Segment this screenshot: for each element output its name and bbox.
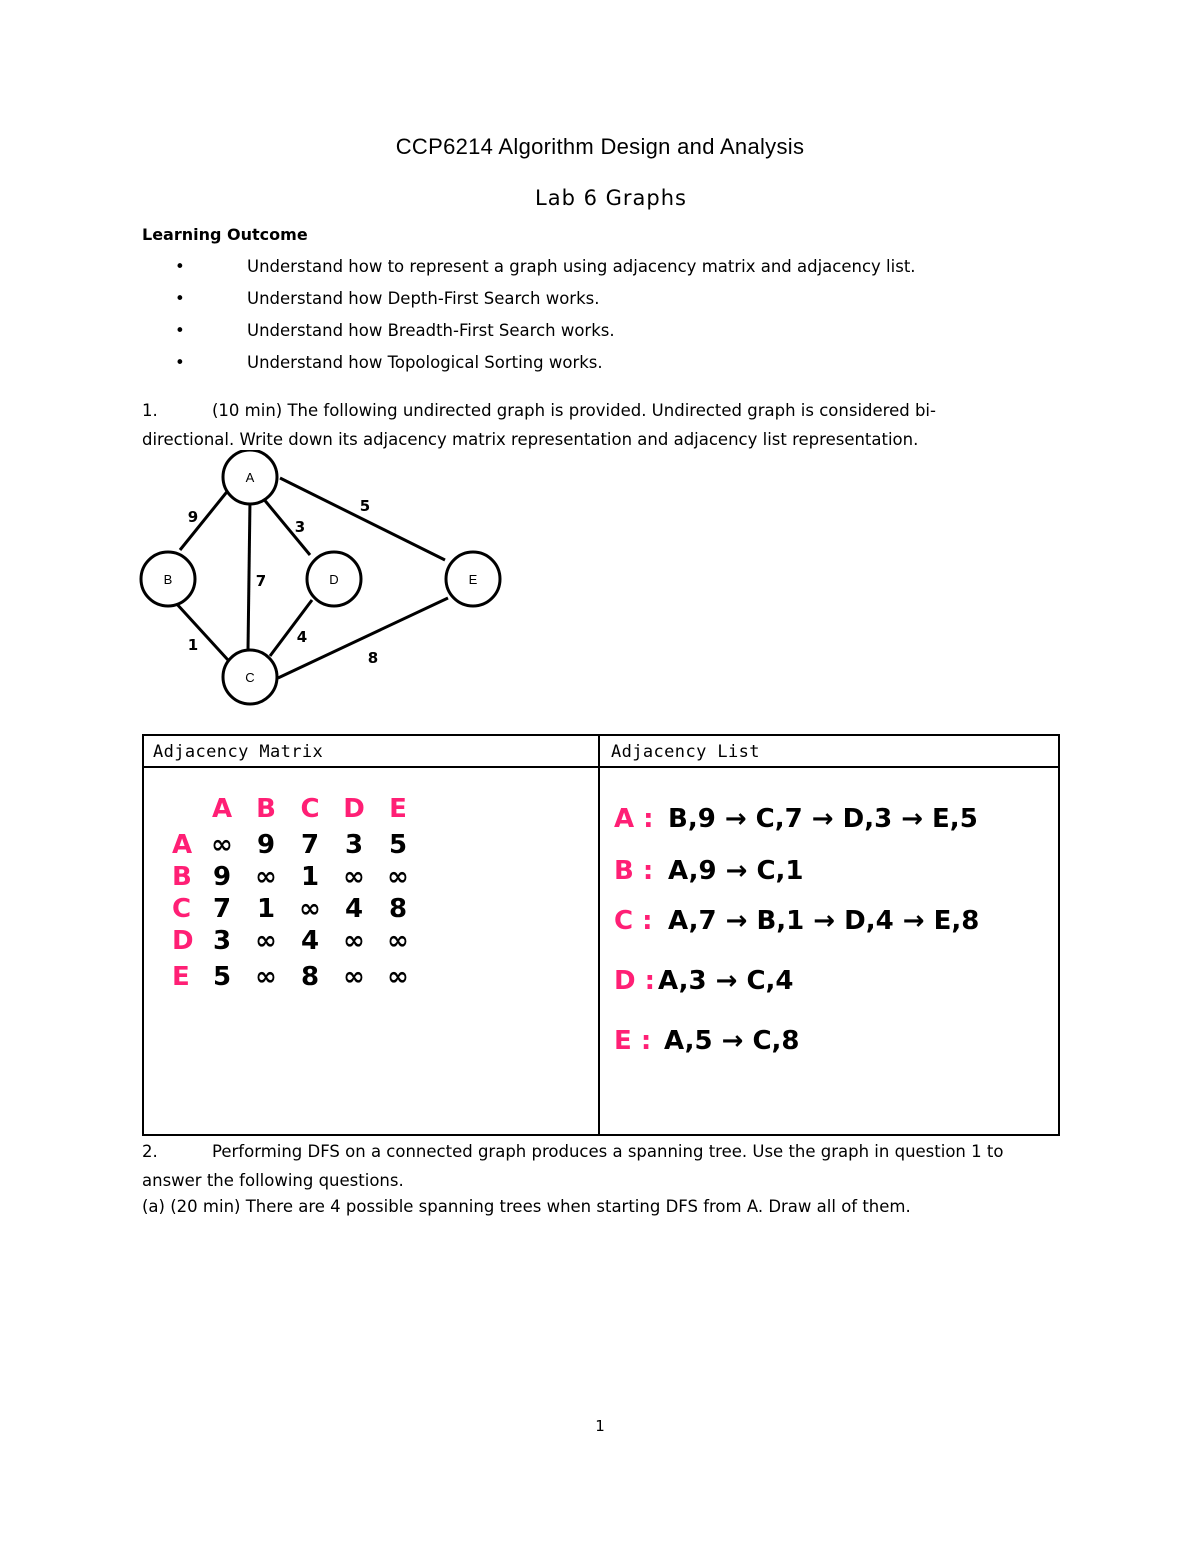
matrix-row-label: B (172, 862, 192, 892)
learning-outcome-text: Understand how to represent a graph using adjacency matrix and adjacency list. (247, 257, 916, 276)
matrix-cell: 7 (212, 894, 232, 924)
matrix-cell: 9 (212, 862, 232, 892)
question-1-number: 1. (142, 401, 158, 420)
lab-title: Lab 6 Graphs (535, 186, 687, 210)
matrix-cell: 9 (256, 830, 276, 860)
matrix-row-label: A (172, 830, 193, 860)
list-item-entries: A,5 → C,8 (664, 1026, 800, 1056)
learning-outcome-text: Understand how Topological Sorting works. (247, 353, 603, 372)
learning-outcome-heading: Learning Outcome (142, 225, 308, 244)
list-item-label: A : (614, 804, 654, 834)
list-item-entries: A,7 → B,1 → D,4 → E,8 (668, 906, 980, 936)
list-item-entries: A,3 → C,4 (658, 966, 794, 996)
question-2a: (a) (20 min) There are 4 possible spanning trees when starting DFS from A. Draw all of them. (142, 1197, 911, 1216)
matrix-col-label: D (343, 794, 365, 824)
question-2-text: Performing DFS on a connected graph produces a spanning tree. Use the graph in question 1 to (212, 1142, 1004, 1161)
node-label: A (245, 470, 255, 485)
matrix-col-label: B (256, 794, 276, 824)
matrix-cell: 5 (388, 830, 408, 860)
question-1-line-1 (142, 396, 1042, 425)
edge-b-c (175, 602, 228, 660)
learning-outcome-text: Understand how Breadth-First Search works. (247, 321, 615, 340)
list-item-label: C : (614, 906, 653, 936)
list-item (614, 858, 979, 908)
matrix-cell: ∞ (343, 926, 365, 956)
matrix-row (172, 960, 420, 1000)
matrix-cell: 8 (388, 894, 408, 924)
list-item (614, 806, 979, 858)
matrix-rows (172, 832, 420, 1000)
matrix-cell: 4 (344, 894, 364, 924)
adjacency-list-header: Adjacency List (611, 742, 760, 762)
matrix-row (172, 928, 420, 960)
list-item-label: D : (614, 966, 656, 996)
edge-weight: 9 (187, 508, 199, 526)
question-2 (142, 1137, 1052, 1195)
matrix-column-labels (200, 796, 420, 822)
edge-weight: 5 (359, 497, 371, 515)
table-column-divider (598, 734, 600, 1136)
question-2-number: 2. (142, 1142, 158, 1161)
matrix-cell: 8 (300, 962, 320, 992)
table-header-divider (142, 766, 1060, 768)
weighted-graph-diagram (130, 450, 510, 710)
list-item (614, 1028, 979, 1078)
matrix-col-label: A (211, 794, 233, 824)
edge-weight: 8 (367, 649, 379, 667)
question-1 (142, 396, 1042, 454)
matrix-cell: ∞ (255, 962, 277, 992)
matrix-cell: ∞ (387, 926, 409, 956)
matrix-cell: 5 (212, 962, 232, 992)
adjacency-matrix-header: Adjacency Matrix (153, 742, 324, 762)
matrix-cell: 3 (344, 830, 364, 860)
matrix-row (172, 896, 420, 928)
matrix-cell: ∞ (255, 926, 277, 956)
matrix-row (172, 832, 420, 864)
adjacency-list (614, 806, 979, 1078)
edge-weight: 1 (187, 636, 199, 654)
matrix-row-label: D (172, 926, 194, 956)
list-item-label: E : (614, 1026, 652, 1056)
node-label: E (468, 572, 478, 587)
matrix-row-label: C (172, 894, 192, 924)
matrix-cell: ∞ (255, 862, 277, 892)
matrix-cell: ∞ (387, 962, 409, 992)
list-item (614, 968, 979, 1028)
learning-outcome-item (142, 288, 916, 320)
learning-outcome-item (142, 256, 916, 288)
matrix-col-label: E (389, 794, 407, 824)
bullet-icon: • (175, 289, 185, 308)
matrix-cell: ∞ (387, 862, 409, 892)
matrix-cell: 1 (300, 862, 320, 892)
bullet-icon: • (175, 353, 185, 372)
learning-outcome-item (142, 320, 916, 352)
node-label: D (329, 572, 339, 587)
matrix-cell: ∞ (343, 862, 365, 892)
matrix-cell: ∞ (211, 830, 233, 860)
edge-a-c (248, 500, 250, 650)
bullet-icon: • (175, 321, 185, 340)
page-number: 1 (595, 1417, 605, 1435)
question-2-line-1 (142, 1137, 1052, 1166)
matrix-row (172, 864, 420, 896)
edge-weight: 3 (294, 518, 306, 536)
learning-outcome-text: Understand how Depth-First Search works. (247, 289, 600, 308)
matrix-cell: ∞ (343, 962, 365, 992)
question-2-line-2: answer the following questions. (142, 1171, 404, 1190)
edge-weight: 7 (255, 572, 267, 590)
matrix-cell: ∞ (299, 894, 321, 924)
matrix-cell: 3 (212, 926, 232, 956)
matrix-cell: 4 (300, 926, 320, 956)
bullet-icon: • (175, 257, 185, 276)
node-label: C (245, 670, 255, 685)
edge-weight: 4 (296, 628, 308, 646)
node-label: B (163, 572, 173, 587)
question-1-text: (10 min) The following undirected graph is provided. Undirected graph is considered bi- (212, 401, 936, 420)
course-title: CCP6214 Algorithm Design and Analysis (395, 134, 805, 159)
list-item-entries: A,9 → C,1 (668, 856, 804, 886)
list-item (614, 908, 979, 968)
question-1-line-2: directional. Write down its adjacency matrix representation and adjacency list representation. (142, 430, 919, 449)
matrix-cell: 1 (256, 894, 276, 924)
list-item-label: B : (614, 856, 654, 886)
learning-outcome-item (142, 352, 916, 384)
matrix-cell: 7 (300, 830, 320, 860)
matrix-col-label: C (300, 794, 320, 824)
matrix-row-label: E (172, 962, 190, 992)
list-item-entries: B,9 → C,7 → D,3 → E,5 (668, 804, 978, 834)
learning-outcome-list (142, 256, 916, 384)
